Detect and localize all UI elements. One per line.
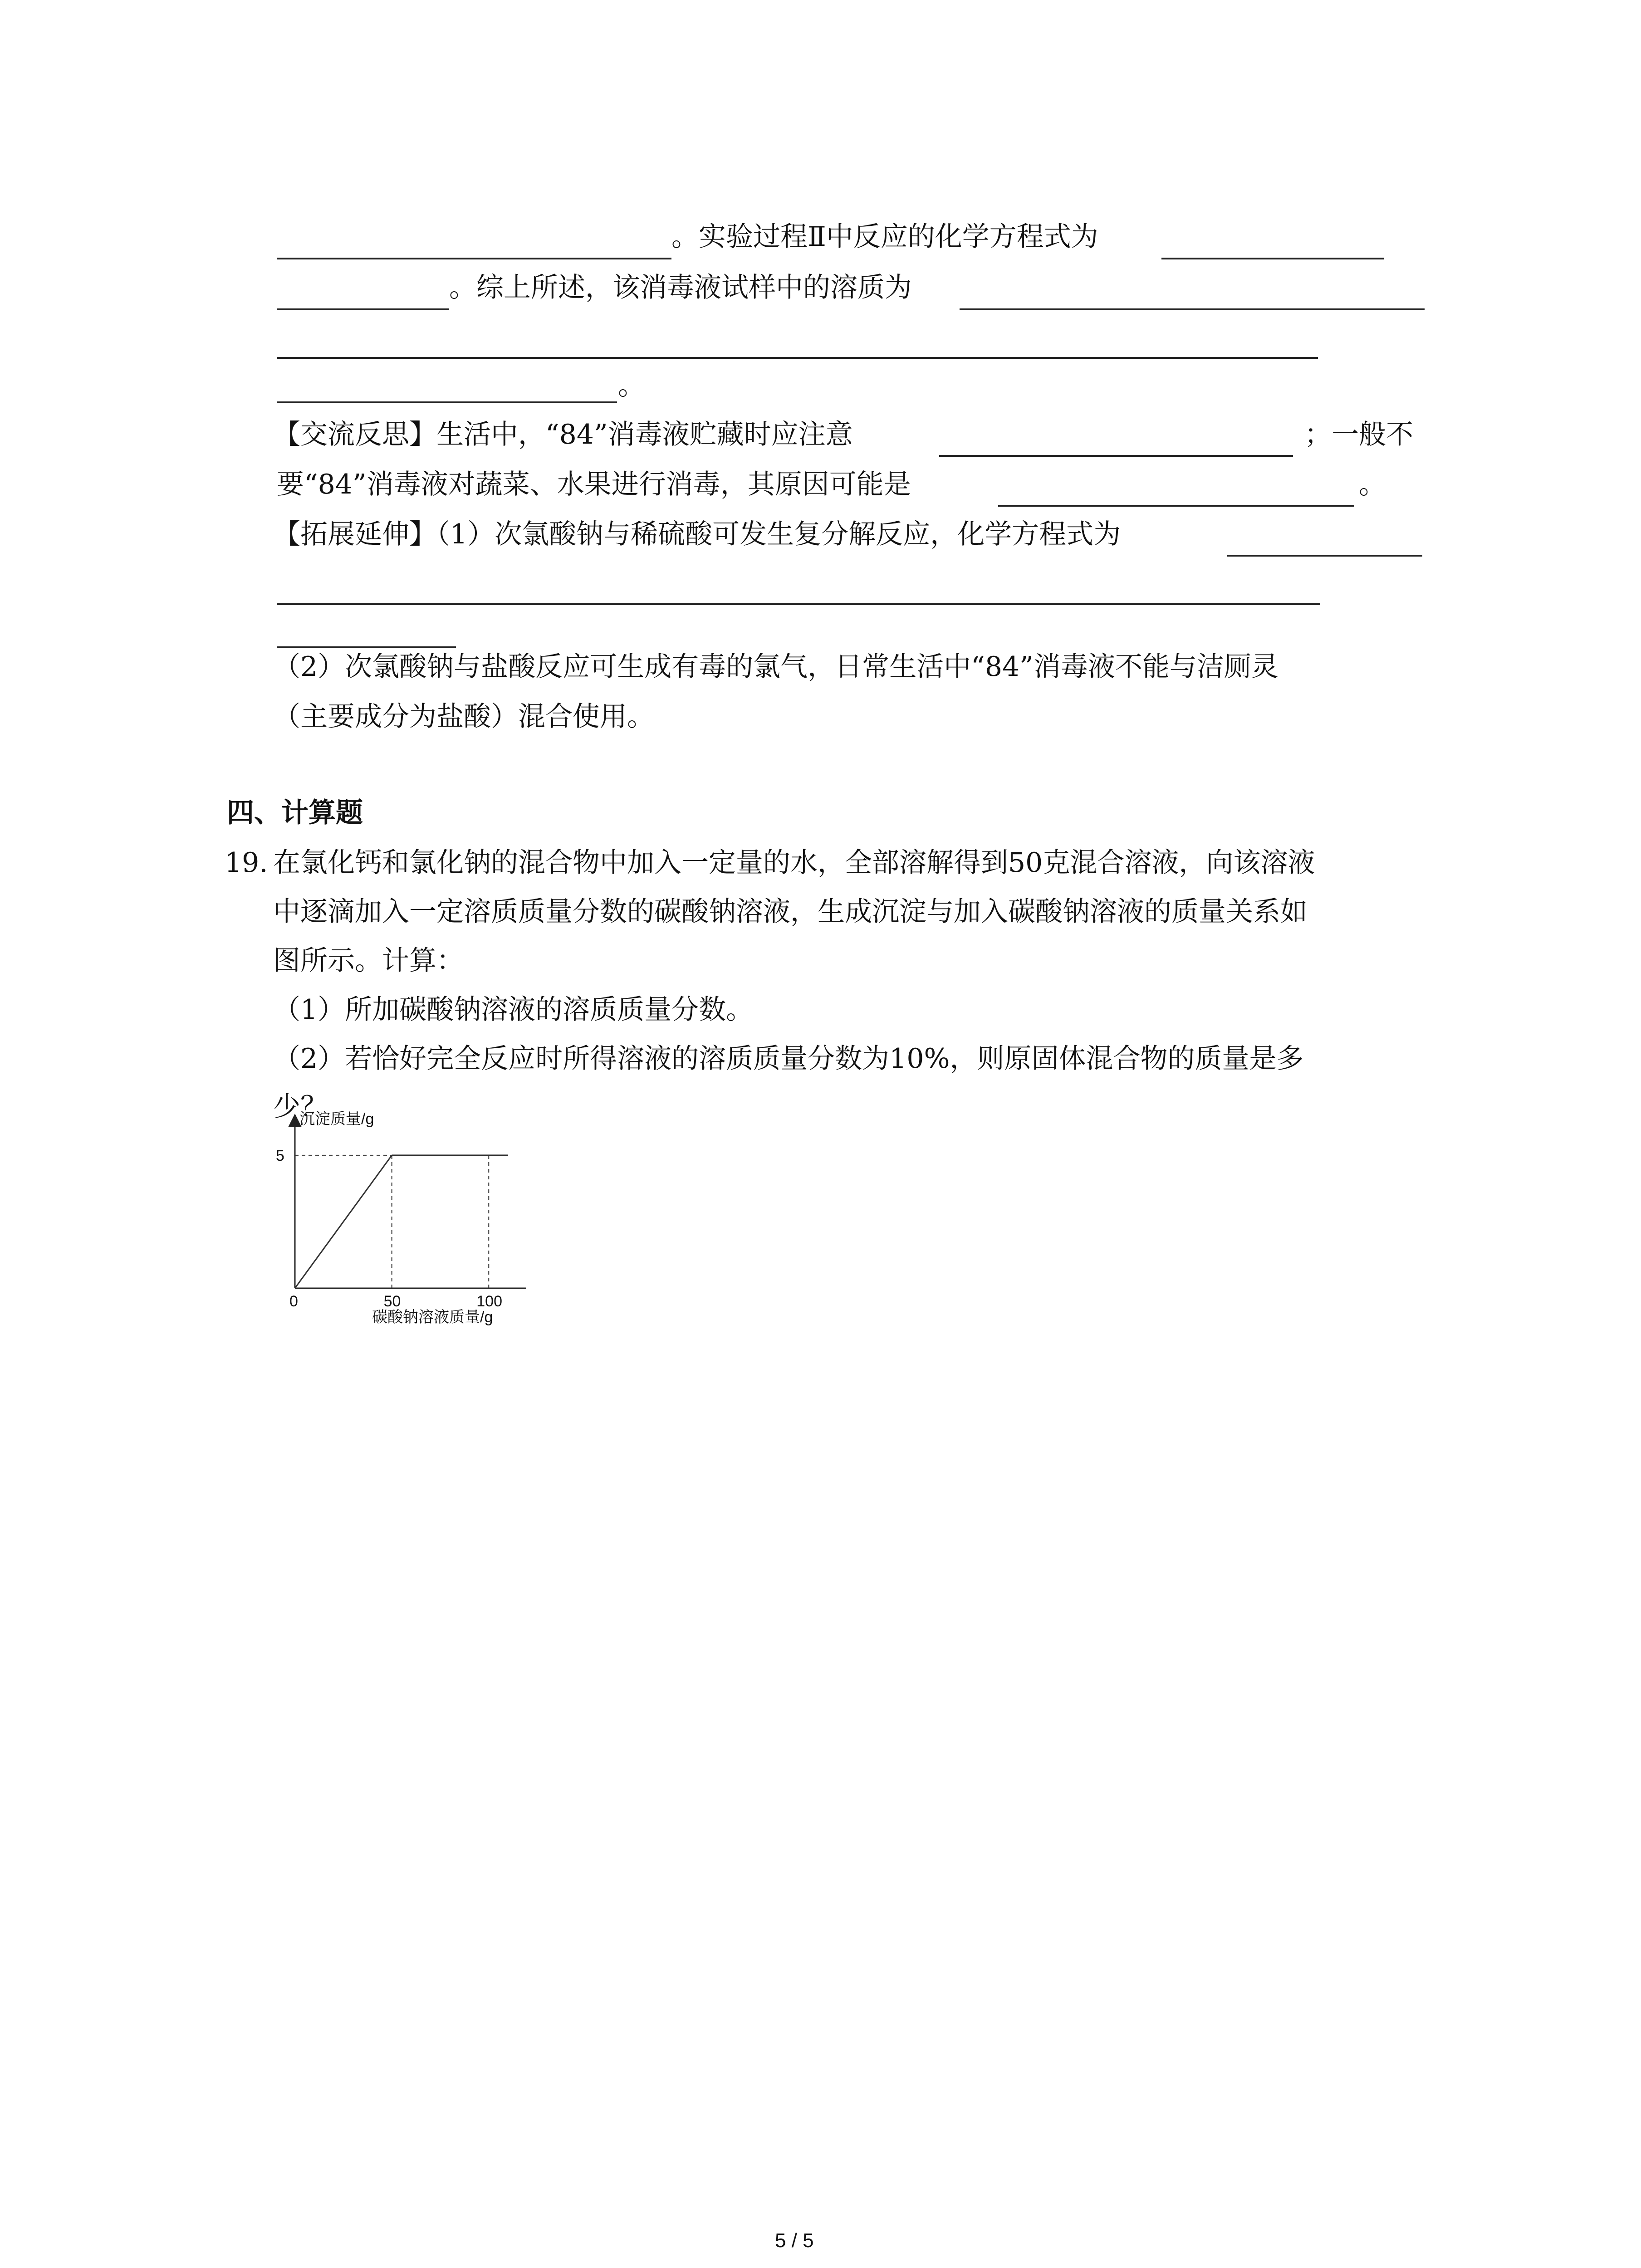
x-tick-label: 100 <box>476 1293 503 1310</box>
sub-question: （2）若恰好完全反应时所得溶液的溶质质量分数为10%，则原固体混合物的质量是多 <box>273 1043 1304 1075</box>
answer-blank[interactable] <box>1161 258 1384 259</box>
x-tick-label: 50 <box>383 1293 401 1310</box>
extend-text: 【拓展延伸】（1）次氯酸钠与稀硫酸可发生复分解反应，化学方程式为 <box>273 518 1121 550</box>
period-text: 。 <box>618 370 645 401</box>
extend-text: （主要成分为盐酸）混合使用。 <box>273 701 654 733</box>
sub-question: 少？ <box>273 1091 328 1123</box>
question-text: 中逐滴加入一定溶质质量分数的碳酸钠溶液，生成沉淀与加入碳酸钠溶液的质量关系如 <box>273 896 1308 928</box>
section-heading: 四、计算题 <box>227 797 363 829</box>
answer-blank[interactable] <box>277 308 449 310</box>
reflect-text-end: ；一般不 <box>1304 419 1413 450</box>
question-number: 19. <box>225 847 268 879</box>
precipitate-chart <box>254 1107 544 1343</box>
reflect-text: 要“84”消毒液对蔬菜、水果进行消毒，其原因可能是 <box>277 469 911 500</box>
period-text: 。 <box>1359 469 1386 500</box>
equation-prompt: 。实验过程Ⅱ中反应的化学方程式为 <box>671 221 1098 253</box>
answer-blank[interactable] <box>277 357 1318 359</box>
answer-blank[interactable] <box>277 401 617 403</box>
data-line-segment <box>295 1155 392 1288</box>
answer-blank[interactable] <box>277 258 671 259</box>
sub-question: （1）所加碳酸钠溶液的溶质质量分数。 <box>273 994 754 1026</box>
question-text: 在氯化钙和氯化钠的混合物中加入一定量的水，全部溶解得到50克混合溶液，向该溶液 <box>273 847 1315 879</box>
y-tick-label: 5 <box>276 1147 284 1164</box>
answer-blank[interactable] <box>277 603 1320 605</box>
x-axis-label: 碳酸钠溶液质量/g <box>372 1309 493 1326</box>
reflect-text: 【交流反思】生活中，“84”消毒液贮藏时应注意 <box>273 419 853 450</box>
answer-blank[interactable] <box>960 308 1425 310</box>
page-number: 5 / 5 <box>775 2229 814 2252</box>
origin-label: 0 <box>289 1293 298 1310</box>
answer-blank[interactable] <box>998 505 1354 507</box>
solute-prompt: 。综上所述，该消毒液试样中的溶质为 <box>449 272 912 303</box>
answer-blank[interactable] <box>939 455 1293 457</box>
extend-text: （2）次氯酸钠与盐酸反应可生成有毒的氯气，日常生活中“84”消毒液不能与洁厕灵 <box>273 651 1279 683</box>
answer-blank[interactable] <box>1227 555 1422 557</box>
y-axis-label: 沉淀质量/g <box>299 1110 374 1128</box>
answer-blank[interactable] <box>277 646 456 648</box>
question-text: 图所示。计算： <box>273 945 464 977</box>
